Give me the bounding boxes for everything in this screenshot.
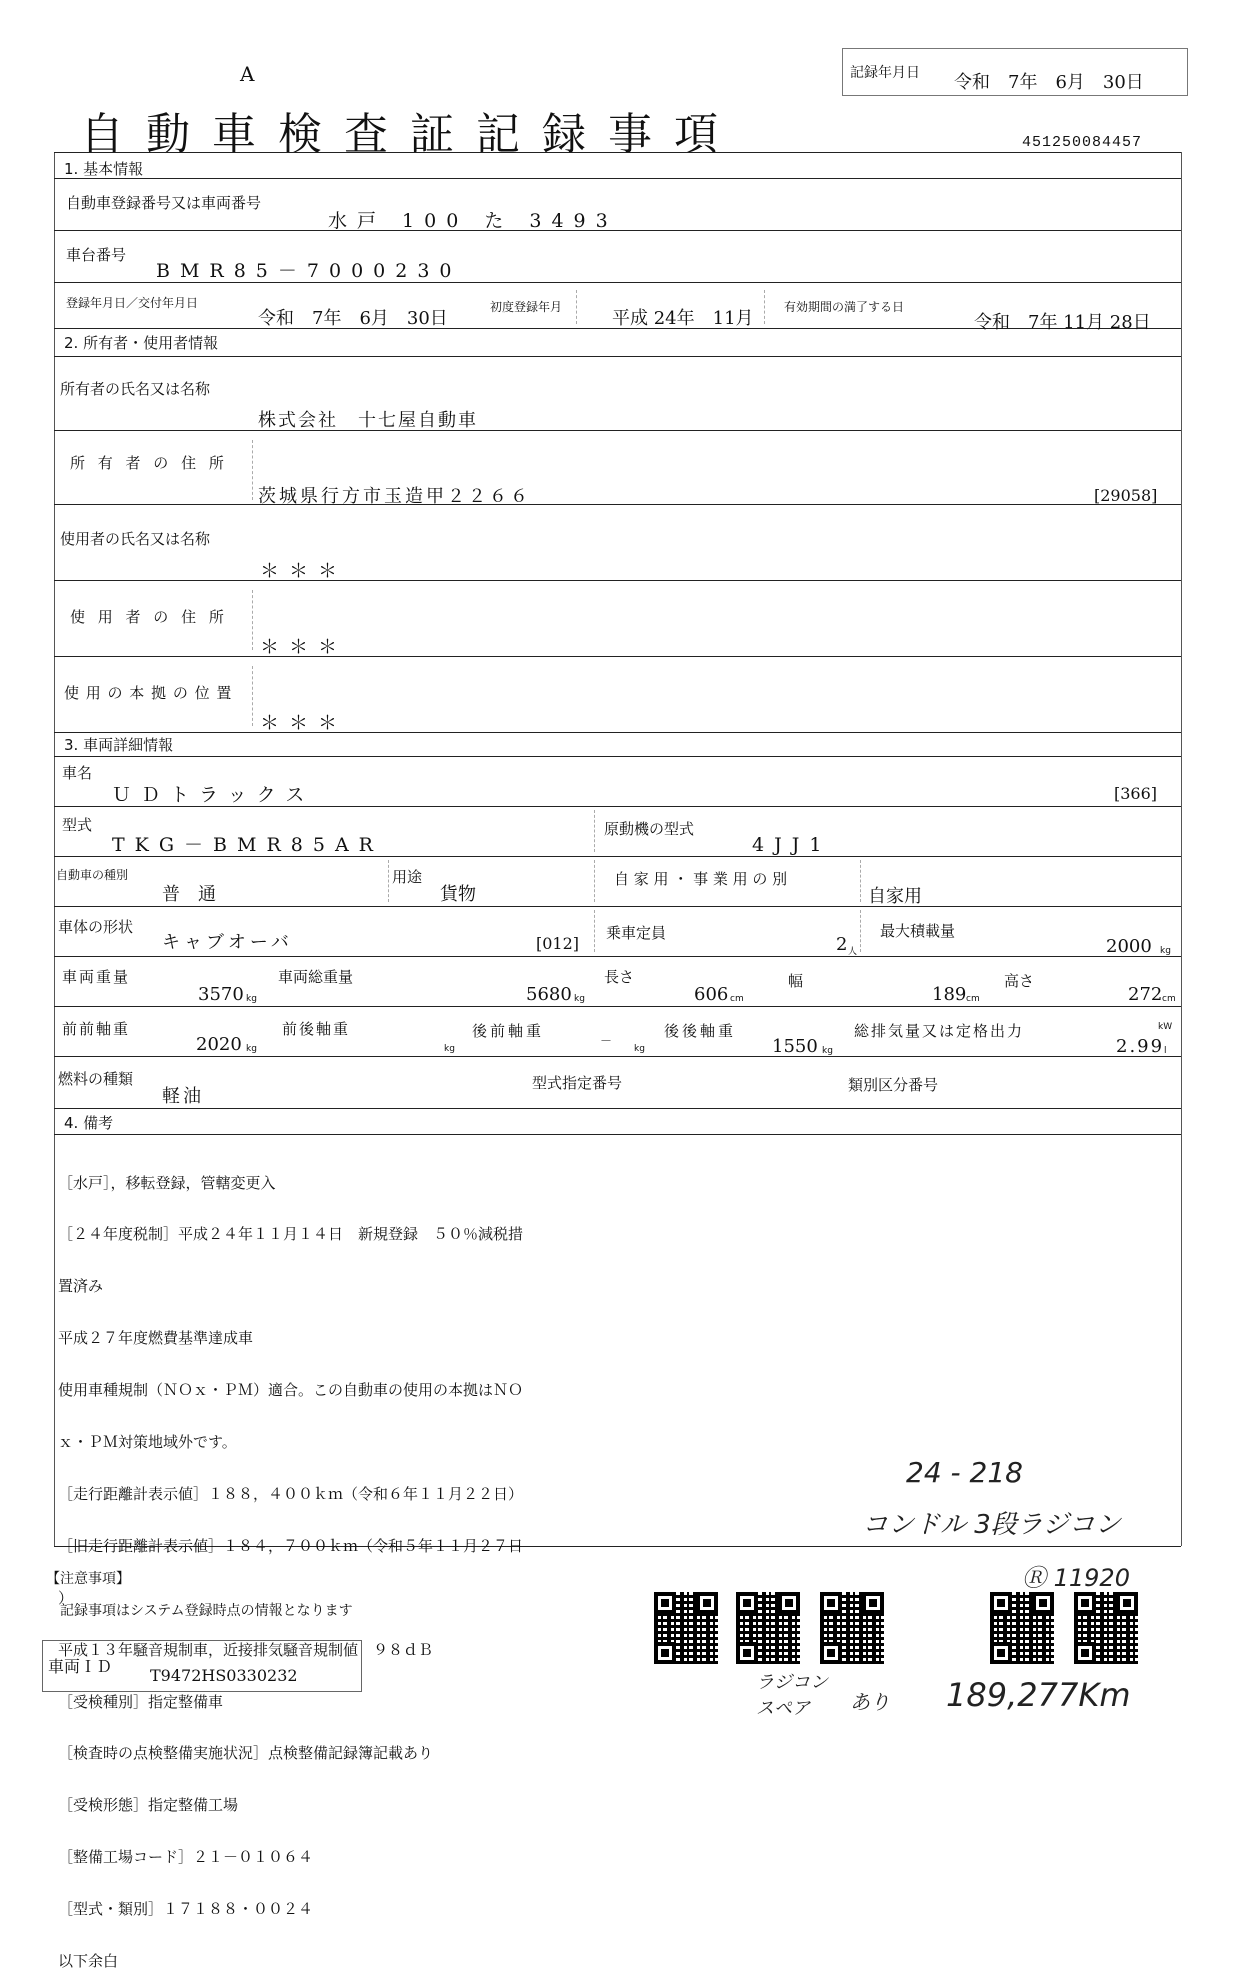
handwritten-spare: スペア bbox=[756, 1698, 810, 1719]
weight-unit: kg bbox=[246, 994, 257, 1004]
handwritten-mileage: 189,277Km bbox=[946, 1676, 1131, 1714]
notice-body: 記録事項はシステム登録時点の情報となります bbox=[60, 1603, 353, 1619]
body-shape-code: [012] bbox=[536, 934, 580, 953]
document-mark: A bbox=[240, 62, 255, 86]
use-label: 用途 bbox=[392, 868, 423, 886]
front-front-axle-label: 前前軸重 bbox=[62, 1020, 131, 1038]
divider bbox=[54, 956, 1181, 957]
engine-label: 原動機の型式 bbox=[604, 820, 695, 838]
section-owner-user-heading: 2. 所有者・使用者情報 bbox=[64, 334, 219, 352]
handwritten-radio: ラジコン bbox=[756, 1672, 828, 1693]
category-label: 類別区分番号 bbox=[848, 1076, 939, 1094]
use-value: 貨物 bbox=[440, 884, 476, 905]
remark-line: ［受検形態］指定整備工場 bbox=[58, 1796, 239, 1815]
remark-line: 置済み bbox=[58, 1277, 104, 1296]
private-business-value: 自家用 bbox=[868, 886, 922, 907]
remark-line: ［水戸］，移転登録，管轄変更入 bbox=[58, 1173, 276, 1192]
remark-line: ［検査時の点検整備実施状況］点検整備記録簿記載あり bbox=[58, 1744, 434, 1763]
owner-address-label: 所 有 者 の 住 所 bbox=[70, 454, 228, 472]
width-label: 幅 bbox=[788, 972, 804, 990]
section-remarks-heading: 4. 備考 bbox=[64, 1114, 114, 1132]
capacity-unit: 人 bbox=[848, 947, 858, 957]
private-business-label: 自 家 用 ・ 事 業 用 の 別 bbox=[614, 870, 788, 888]
divider bbox=[594, 860, 595, 902]
rear-rear-axle-value: 1550 bbox=[772, 1036, 818, 1057]
divider bbox=[54, 1006, 1181, 1007]
height-value: 272 bbox=[1128, 984, 1163, 1005]
remark-line: 平成１３年騒音規制車，近接排気騒音規制値 ９８ｄＢ bbox=[58, 1640, 434, 1659]
user-name-value: ＊＊＊ bbox=[260, 560, 348, 582]
user-address-label: 使 用 者 の 住 所 bbox=[70, 608, 228, 626]
gross-weight-label: 車両総重量 bbox=[278, 968, 354, 986]
first-reg-value: 平成 24年 11月 bbox=[612, 308, 754, 329]
remark-line: ［整備工場コード］２１－０１０６４ bbox=[58, 1848, 314, 1867]
gross-weight-unit: kg bbox=[574, 994, 585, 1004]
model-value: TKG－BMR85AR bbox=[112, 834, 383, 856]
remark-line: ［型式・類別］１７１８８・００２４ bbox=[58, 1900, 314, 1919]
divider bbox=[54, 906, 1181, 907]
divider bbox=[54, 152, 1181, 153]
front-rear-axle-label: 前後軸重 bbox=[282, 1020, 351, 1038]
divider bbox=[54, 430, 1181, 431]
capacity-value: 2 bbox=[836, 934, 848, 955]
reg-number-value: 水戸 100 た 3493 bbox=[328, 210, 618, 232]
front-front-axle-unit: kg bbox=[246, 1044, 257, 1054]
chassis-label: 車台番号 bbox=[66, 246, 127, 264]
front-rear-axle-unit: kg bbox=[444, 1044, 455, 1054]
expiry-label: 有効期間の満了する日 bbox=[784, 300, 905, 314]
divider bbox=[54, 356, 1181, 357]
handwritten-ari: あり bbox=[850, 1690, 890, 1714]
gross-weight-value: 5680 bbox=[526, 984, 572, 1005]
owner-address-code: [29058] bbox=[1094, 486, 1158, 505]
handwritten-code: 24 - 218 bbox=[906, 1456, 1023, 1489]
divider bbox=[388, 860, 389, 902]
remark-line: ） bbox=[58, 1588, 74, 1607]
section-basic-info-heading: 1. 基本情報 bbox=[64, 160, 144, 178]
displacement-unit: l bbox=[1164, 1046, 1167, 1056]
handwritten-note: コンドル 3段ラジコン bbox=[862, 1510, 1121, 1540]
record-date-value: 令和 7年 6月 30日 bbox=[954, 72, 1144, 93]
rear-front-axle-value: － bbox=[600, 1034, 613, 1048]
remark-line: 平成２７年度燃費基準達成車 bbox=[58, 1329, 254, 1348]
divider bbox=[54, 1108, 1181, 1109]
divider bbox=[54, 732, 1181, 733]
user-name-label: 使用者の氏名又は名称 bbox=[60, 530, 211, 548]
length-unit: cm bbox=[730, 994, 744, 1004]
remark-line: ［受検種別］指定整備車 bbox=[58, 1692, 224, 1711]
divider bbox=[54, 178, 1181, 179]
divider bbox=[54, 1134, 1181, 1135]
displacement-value: 2.99 bbox=[1116, 1036, 1165, 1057]
weight-label: 車両重量 bbox=[62, 968, 131, 986]
owner-name-value: 株式会社 十七屋自動車 bbox=[258, 410, 478, 431]
engine-value: 4JJ1 bbox=[752, 834, 832, 856]
remark-line: 使用車種規制（ＮＯｘ・ＰＭ）適合。この自動車の使用の本拠はＮＯ bbox=[58, 1381, 524, 1400]
width-unit: cm bbox=[966, 994, 980, 1004]
displacement-label: 総排気量又は定格出力 bbox=[854, 1022, 1025, 1040]
fuel-label: 燃料の種類 bbox=[58, 1070, 134, 1088]
divider bbox=[54, 756, 1181, 757]
divider bbox=[54, 580, 1181, 581]
divider bbox=[576, 290, 577, 324]
divider bbox=[594, 910, 595, 952]
car-name-label: 車名 bbox=[62, 764, 93, 782]
divider bbox=[54, 656, 1181, 657]
car-name-value: ＵＤトラックス bbox=[112, 784, 315, 806]
vehicle-id-value: T9472HS0330232 bbox=[150, 1666, 298, 1685]
qr-code bbox=[820, 1592, 884, 1664]
notice-title: 【注意事項】 bbox=[46, 1571, 130, 1587]
chassis-value: BMR85－7000230 bbox=[156, 260, 462, 282]
model-label: 型式 bbox=[62, 816, 93, 834]
handwritten-r-number: Ⓡ 11920 bbox=[1022, 1564, 1130, 1592]
front-front-axle-value: 2020 bbox=[196, 1034, 242, 1055]
reg-date-label: 登録年月日／交付年月日 bbox=[66, 296, 199, 310]
rear-rear-axle-label: 後後軸重 bbox=[664, 1022, 737, 1040]
remarks-list bbox=[58, 1140, 523, 1988]
type-designation-label: 型式指定番号 bbox=[532, 1074, 623, 1092]
divider bbox=[860, 860, 861, 902]
fuel-value: 軽油 bbox=[162, 1086, 204, 1107]
base-location-value: ＊＊＊ bbox=[260, 712, 348, 734]
divider bbox=[54, 504, 1181, 505]
max-load-label: 最大積載量 bbox=[880, 922, 956, 940]
owner-name-label: 所有者の氏名又は名称 bbox=[60, 380, 211, 398]
weight-value: 3570 bbox=[198, 984, 244, 1005]
car-name-code: [366] bbox=[1114, 784, 1158, 803]
remark-line: ｘ・ＰＭ対策地域外です。 bbox=[58, 1433, 237, 1452]
vehicle-type-value: 普 通 bbox=[162, 884, 216, 905]
divider bbox=[252, 440, 253, 500]
length-label: 長さ bbox=[604, 968, 635, 986]
max-load-value: 2000 bbox=[1106, 936, 1152, 957]
height-unit: cm bbox=[1162, 994, 1176, 1004]
length-value: 606 bbox=[694, 984, 729, 1005]
divider bbox=[594, 810, 595, 852]
rear-front-axle-label: 後前軸重 bbox=[472, 1022, 545, 1040]
remark-line: ［走行距離計表示値］１８８，４００ｋｍ（令和６年１１月２２日） bbox=[58, 1484, 524, 1503]
document-number: 451250084457 bbox=[1022, 134, 1143, 151]
first-reg-label: 初度登録年月 bbox=[490, 300, 563, 314]
vehicle-id-label: 車両ＩＤ bbox=[48, 1657, 113, 1676]
width-value: 189 bbox=[932, 984, 967, 1005]
height-label: 高さ bbox=[1004, 972, 1035, 990]
rear-front-axle-unit: kg bbox=[634, 1044, 645, 1054]
page-title: 自動車検査証記録事項 bbox=[80, 109, 740, 160]
record-date-label: 記録年月日 bbox=[850, 65, 920, 81]
qr-code bbox=[736, 1592, 800, 1664]
divider bbox=[860, 910, 861, 952]
divider bbox=[764, 290, 765, 324]
qr-code bbox=[654, 1592, 718, 1664]
expiry-value: 令和 7年 11月 28日 bbox=[974, 312, 1151, 333]
section-vehicle-detail-heading: 3. 車両詳細情報 bbox=[64, 736, 174, 754]
remark-line: ［旧走行距離計表示値］１８４，７００ｋｍ（令和５年１１月２７日 bbox=[58, 1536, 524, 1555]
remark-line: 以下余白 bbox=[58, 1951, 119, 1970]
vehicle-type-label: 自動車の種別 bbox=[56, 868, 129, 882]
qr-code bbox=[990, 1592, 1054, 1664]
reg-date-value: 令和 7年 6月 30日 bbox=[258, 308, 448, 329]
rear-rear-axle-unit: kg bbox=[822, 1046, 833, 1056]
body-shape-value: キャブオーバ bbox=[162, 932, 293, 953]
capacity-label: 乗車定員 bbox=[606, 924, 667, 942]
max-load-unit: kg bbox=[1160, 946, 1171, 956]
base-location-label: 使 用 の 本 拠 の 位 置 bbox=[64, 684, 233, 702]
divider bbox=[54, 1056, 1181, 1057]
owner-address-value: 茨城県行方市玉造甲２２６６ bbox=[258, 486, 531, 507]
displacement-unit-kw: kW bbox=[1158, 1022, 1173, 1032]
body-shape-label: 車体の形状 bbox=[58, 918, 134, 936]
divider bbox=[252, 590, 253, 650]
qr-code bbox=[1074, 1592, 1138, 1664]
user-address-value: ＊＊＊ bbox=[260, 636, 348, 658]
remark-line: ［２４年度税制］平成２４年１１月１４日 新規登録 ５０％減税措 bbox=[58, 1225, 524, 1244]
reg-number-label: 自動車登録番号又は車両番号 bbox=[66, 194, 262, 212]
divider bbox=[252, 666, 253, 726]
